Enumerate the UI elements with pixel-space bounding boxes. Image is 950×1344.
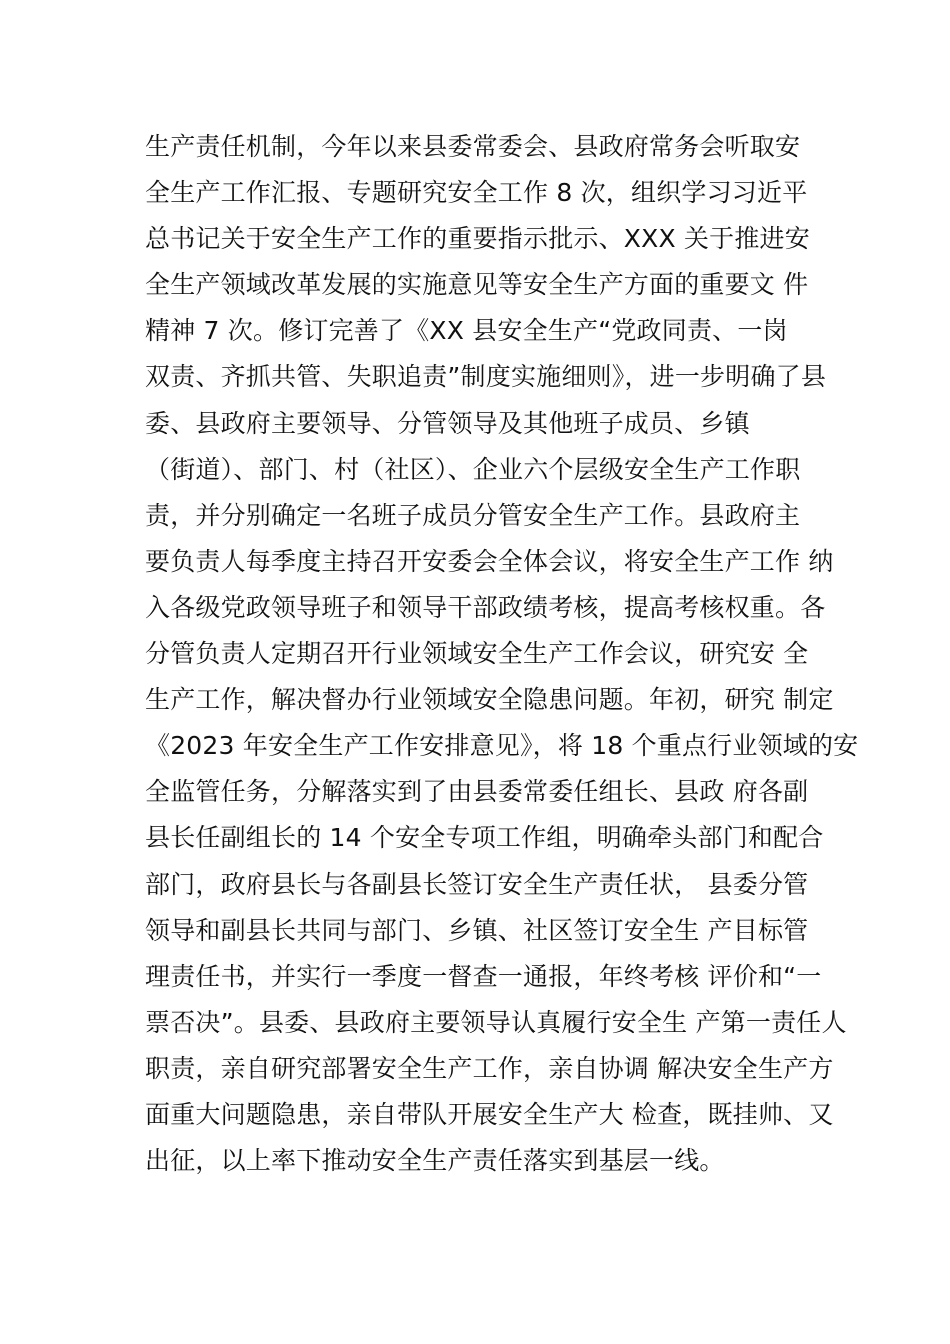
text-line: 精神 7 次。修订完善了《XX 县安全生产“党政同责、一岗 xyxy=(145,316,788,346)
text-line: （街道）、部门、村（社区）、企业六个层级安全生产工作职 xyxy=(145,454,801,484)
text-line: 责，并分别确定一名班子成员分管安全生产工作。县政府主 xyxy=(145,500,801,530)
text-line: 入各级党政领导班子和领导干部政绩考核，提高考核权重。各 xyxy=(145,592,826,622)
text-line: 全生产领域改革发展的实施意见等安全生产方面的重要文 件 xyxy=(145,270,809,300)
text-line: 面重大问题隐患，亲自带队开展安全生产大 检查，既挂帅、又 xyxy=(145,1099,834,1129)
text-line: 生产工作，解决督办行业领域安全隐患问题。年初，研究 制定 xyxy=(145,685,834,715)
text-line: 县长任副组长的 14 个安全专项工作组，明确牵头部门和配合 xyxy=(145,823,824,853)
text-line: 全监管任务，分解落实到了由县委常委任组长、县政 府各副 xyxy=(145,777,809,807)
text-line: 《2023 年安全生产工作安排意见》，将 18 个重点行业领域的安 xyxy=(145,731,859,761)
body-paragraph xyxy=(145,124,859,1184)
text-line: 全生产工作汇报、专题研究安全工作 8 次，组织学习习近平 xyxy=(145,178,808,208)
text-line: 分管负责人定期召开行业领域安全生产工作会议，研究安 全 xyxy=(145,639,809,669)
text-line: 理责任书，并实行一季度一督查一通报，年终考核 评价和“一 xyxy=(145,961,822,991)
text-line: 总书记关于安全生产工作的重要指示批示、XXX 关于推进安 xyxy=(145,224,810,254)
text-line: 部门，政府县长与各副县长签订安全生产责任状， 县委分管 xyxy=(145,869,809,899)
text-line: 出征，以上率下推动安全生产责任落实到基层一线。 xyxy=(145,1146,725,1176)
text-line: 票否决”。县委、县政府主要领导认真履行安全生 产第一责任人 xyxy=(145,1007,847,1037)
text-line: 生产责任机制，今年以来县委常委会、县政府常务会听取安 xyxy=(145,132,801,161)
text-line: 职责，亲自研究部署安全生产工作，亲自协调 解决安全生产方 xyxy=(145,1053,834,1083)
text-line: 领导和副县长共同与部门、乡镇、社区签订安全生 产目标管 xyxy=(145,915,809,945)
text-line: 双责、齐抓共管、失职追责”制度实施细则》，进一步明确了县 xyxy=(145,362,827,392)
text-line: 要负责人每季度主持召开安委会全体会议，将安全生产工作 纳 xyxy=(145,546,834,576)
text-line: 委、县政府主要领导、分管领导及其他班子成员、乡镇 xyxy=(145,408,750,438)
